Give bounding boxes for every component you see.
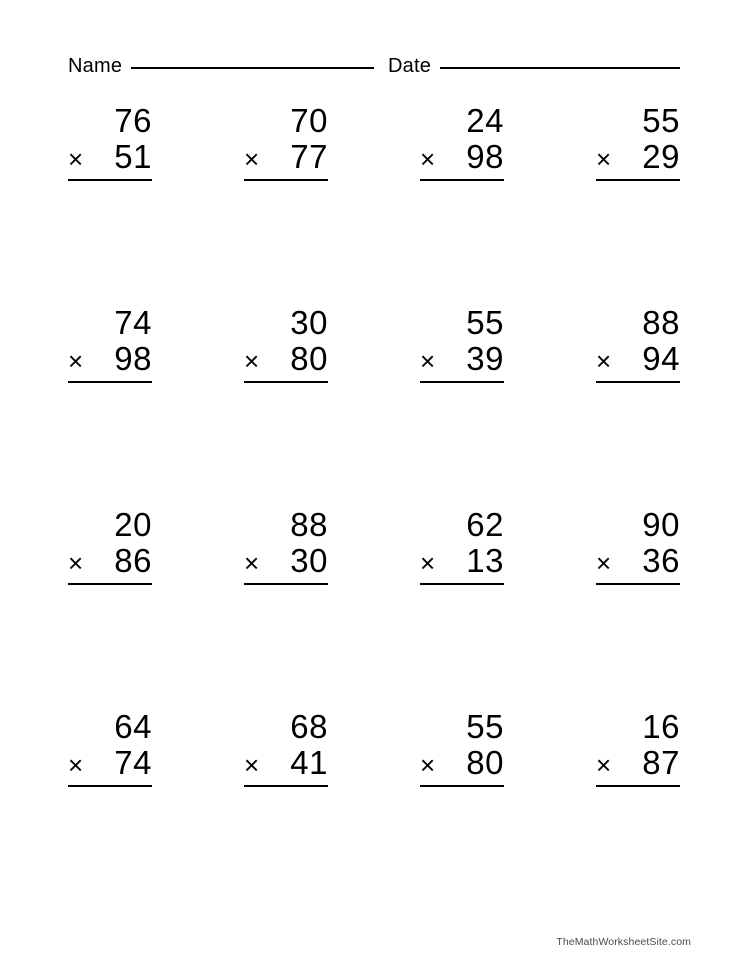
multiplicand: 30 — [290, 304, 328, 341]
problem-row — [0, 710, 749, 912]
worksheet-footer — [0, 932, 749, 950]
answer-rule — [244, 381, 328, 383]
name-field-group — [68, 56, 388, 76]
multiplier: 80 — [290, 340, 328, 377]
multiplicand: 88 — [290, 506, 328, 543]
problem-bottom-line — [596, 746, 680, 782]
multiply-icon: × — [244, 346, 260, 376]
answer-rule — [596, 785, 680, 787]
multiply-icon: × — [596, 750, 612, 780]
answer-rule — [244, 785, 328, 787]
problem-cell — [374, 104, 550, 306]
multiply-icon: × — [596, 144, 612, 174]
answer-rule — [596, 381, 680, 383]
problem-bottom-line — [68, 342, 152, 378]
worksheet-header — [68, 42, 680, 76]
problem-top-line — [596, 508, 680, 544]
problem-bottom-line — [68, 544, 152, 580]
multiplication-problem[interactable] — [244, 710, 328, 787]
answer-rule — [68, 179, 152, 181]
problem-cell — [22, 104, 198, 306]
problem-bottom-line — [596, 342, 680, 378]
answer-rule — [596, 179, 680, 181]
multiplication-problem[interactable] — [244, 508, 328, 585]
multiplier: 74 — [114, 744, 152, 781]
answer-rule — [420, 381, 504, 383]
problem-bottom-line — [420, 746, 504, 782]
multiplier: 98 — [466, 138, 504, 175]
multiplier: 98 — [114, 340, 152, 377]
problem-row — [0, 508, 749, 710]
multiplier: 87 — [642, 744, 680, 781]
problem-cell — [550, 104, 726, 306]
multiplicand: 74 — [114, 304, 152, 341]
multiplicand: 76 — [114, 102, 152, 139]
problem-row — [0, 306, 749, 508]
multiply-icon: × — [244, 144, 260, 174]
problem-top-line — [420, 508, 504, 544]
problem-bottom-line — [244, 544, 328, 580]
multiplication-problem[interactable] — [420, 710, 504, 787]
problem-cell — [198, 508, 374, 710]
problem-cell — [22, 710, 198, 912]
problem-top-line — [596, 104, 680, 140]
answer-rule — [420, 785, 504, 787]
multiplier: 80 — [466, 744, 504, 781]
answer-rule — [420, 583, 504, 585]
multiply-icon: × — [68, 144, 84, 174]
problem-top-line — [244, 508, 328, 544]
answer-rule — [68, 583, 152, 585]
multiplicand: 90 — [642, 506, 680, 543]
problem-cell — [198, 104, 374, 306]
multiply-icon: × — [244, 750, 260, 780]
problem-top-line — [68, 710, 152, 746]
answer-rule — [244, 583, 328, 585]
answer-rule — [244, 179, 328, 181]
multiply-icon: × — [420, 346, 436, 376]
multiplicand: 55 — [466, 708, 504, 745]
multiply-icon: × — [420, 144, 436, 174]
problem-cell — [374, 710, 550, 912]
problem-top-line — [596, 710, 680, 746]
problem-top-line — [68, 508, 152, 544]
problem-top-line — [68, 306, 152, 342]
date-label: Date — [388, 55, 432, 77]
problem-bottom-line — [68, 140, 152, 176]
multiplier: 30 — [290, 542, 328, 579]
problem-cell — [22, 508, 198, 710]
multiplicand: 55 — [642, 102, 680, 139]
problem-cell — [198, 306, 374, 508]
problem-top-line — [420, 104, 504, 140]
problem-cell — [22, 306, 198, 508]
problem-top-line — [420, 710, 504, 746]
answer-rule — [420, 179, 504, 181]
multiplier: 13 — [466, 542, 504, 579]
multiplicand: 88 — [642, 304, 680, 341]
problem-bottom-line — [244, 140, 328, 176]
multiplication-problem[interactable] — [420, 104, 504, 181]
multiplication-problem[interactable] — [596, 710, 680, 787]
multiplier: 51 — [114, 138, 152, 175]
multiplication-problem[interactable] — [596, 508, 680, 585]
problem-grid — [0, 104, 749, 912]
problem-bottom-line — [420, 544, 504, 580]
multiplier: 29 — [642, 138, 680, 175]
problem-bottom-line — [420, 140, 504, 176]
multiply-icon: × — [420, 548, 436, 578]
multiplicand: 24 — [466, 102, 504, 139]
multiplication-problem[interactable] — [596, 104, 680, 181]
problem-cell — [550, 306, 726, 508]
multiplier: 36 — [642, 542, 680, 579]
multiplication-problem[interactable] — [68, 508, 152, 585]
multiply-icon: × — [244, 548, 260, 578]
multiplication-problem[interactable] — [68, 104, 152, 181]
problem-cell — [198, 710, 374, 912]
problem-top-line — [244, 306, 328, 342]
name-label: Name — [68, 55, 123, 77]
multiply-icon: × — [596, 548, 612, 578]
problem-cell — [550, 710, 726, 912]
date-field-group — [388, 56, 680, 76]
name-write-line[interactable] — [131, 67, 374, 69]
problem-top-line — [68, 104, 152, 140]
answer-rule — [596, 583, 680, 585]
multiplier: 41 — [290, 744, 328, 781]
problem-cell — [374, 508, 550, 710]
multiplication-problem[interactable] — [244, 306, 328, 383]
multiply-icon: × — [68, 548, 84, 578]
problem-bottom-line — [244, 746, 328, 782]
multiplier: 86 — [114, 542, 152, 579]
problem-bottom-line — [596, 140, 680, 176]
problem-top-line — [420, 306, 504, 342]
multiplication-problem[interactable] — [596, 306, 680, 383]
problem-top-line — [244, 104, 328, 140]
multiply-icon: × — [68, 346, 84, 376]
multiplicand: 62 — [466, 506, 504, 543]
problem-row — [0, 104, 749, 306]
multiplier: 77 — [290, 138, 328, 175]
multiplicand: 16 — [642, 708, 680, 745]
problem-top-line — [244, 710, 328, 746]
multiplication-problem[interactable] — [420, 306, 504, 383]
problem-bottom-line — [596, 544, 680, 580]
problem-bottom-line — [420, 342, 504, 378]
answer-rule — [68, 785, 152, 787]
attribution-text: TheMathWorksheetSite.com — [556, 936, 691, 948]
problem-bottom-line — [68, 746, 152, 782]
multiply-icon: × — [68, 750, 84, 780]
multiply-icon: × — [596, 346, 612, 376]
problem-cell — [550, 508, 726, 710]
problem-bottom-line — [244, 342, 328, 378]
multiplier: 39 — [466, 340, 504, 377]
problem-cell — [374, 306, 550, 508]
answer-rule — [68, 381, 152, 383]
multiplicand: 55 — [466, 304, 504, 341]
multiplication-problem[interactable] — [68, 306, 152, 383]
multiplicand: 64 — [114, 708, 152, 745]
date-write-line[interactable] — [440, 67, 680, 69]
multiplicand: 20 — [114, 506, 152, 543]
multiplication-problem[interactable] — [68, 710, 152, 787]
multiply-icon: × — [420, 750, 436, 780]
multiplication-problem[interactable] — [420, 508, 504, 585]
problem-top-line — [596, 306, 680, 342]
multiplicand: 70 — [290, 102, 328, 139]
multiplication-problem[interactable] — [244, 104, 328, 181]
multiplier: 94 — [642, 340, 680, 377]
multiplicand: 68 — [290, 708, 328, 745]
